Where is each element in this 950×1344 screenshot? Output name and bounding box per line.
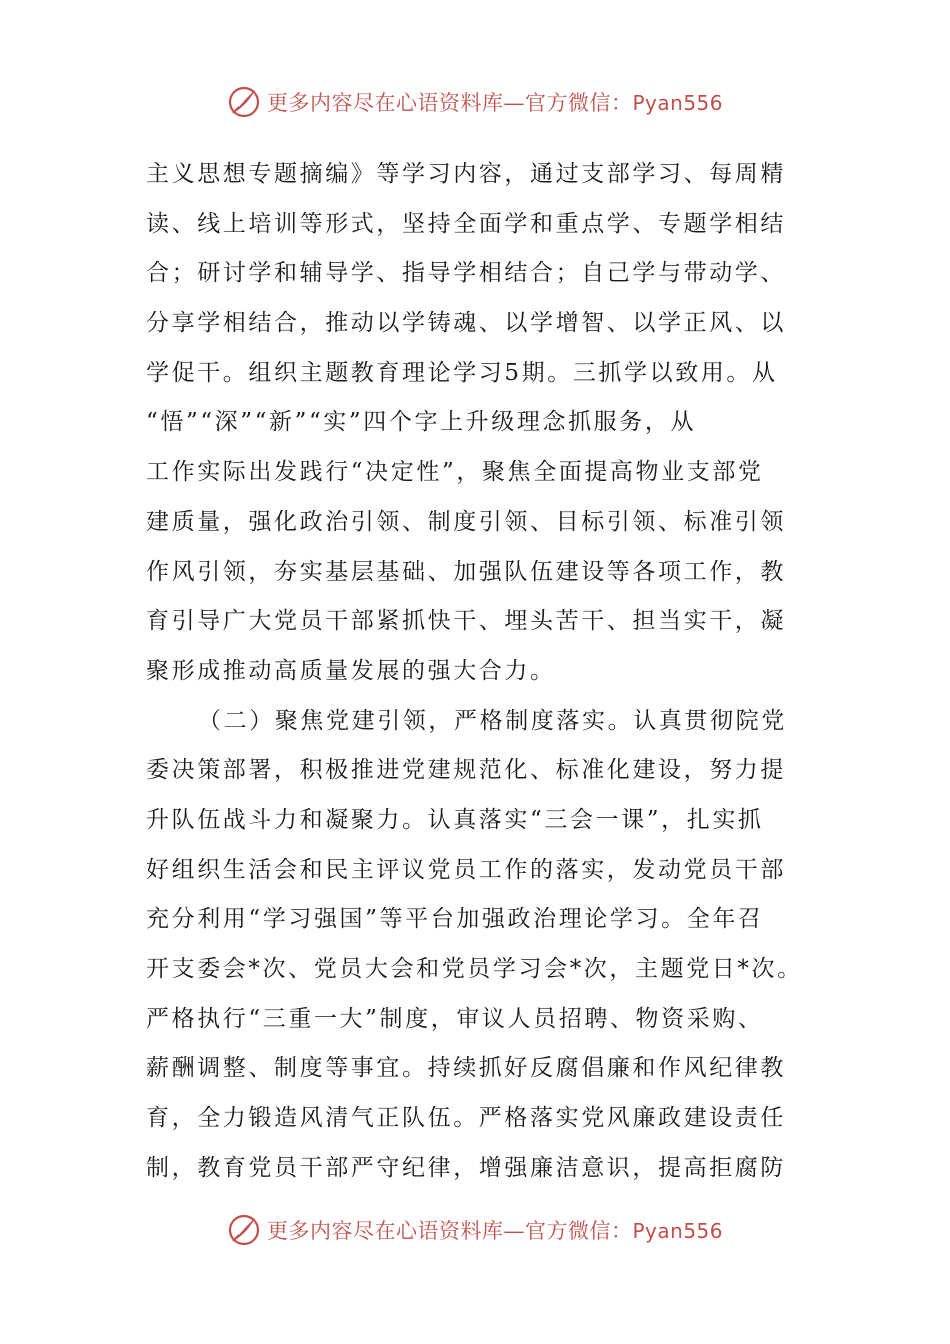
watermark-text: 更多内容尽在心语资料库—官方微信： [266,1219,633,1243]
watermark-wechat-id: Pyan556 [632,91,723,115]
quill-pen-logo-icon [227,85,261,119]
body-line: 育引导广大党员干部紧抓快干、埋头苦干、担当实干，凝 [146,608,786,635]
document-body [146,150,806,1193]
header-watermark-banner [0,82,950,122]
body-line: 聚形成推动高质量发展的强大合力。 [146,657,556,684]
body-line: 建质量，强化政治引领、制度引领、目标引领、标准引领 [146,508,786,535]
watermark-text: 更多内容尽在心语资料库—官方微信： [266,91,633,115]
body-line: “悟”“深”“新”“实”四个字上升级理念抓服务，从 [146,409,697,436]
body-line: 开支委会*次、党员大会和党员学习会*次，主题党日*次。 [146,956,803,982]
body-line: 育，全力锻造风清气正队伍。严格落实党风廉政建设责任 [146,1105,786,1132]
footer-watermark-banner [0,1210,950,1250]
body-line: 主义思想专题摘编》等学习内容，通过支部学习、每周精 [146,161,786,187]
body-line: 工作实际出发践行“决定性”，聚焦全面提高物业支部党 [146,459,764,486]
section-heading-line: （二）聚焦党建引领，严格制度落实。认真贯彻院党 [198,707,787,734]
body-line: 充分利用“学习强国”等平台加强政治理论学习。全年召 [146,906,764,933]
body-line: 合；研讨学和辅导学、指导学相结合；自己学与带动学、 [146,260,786,287]
body-line: 薪酬调整、制度等事宜。持续抓好反腐倡廉和作风纪律教 [146,1055,786,1082]
body-line: 委决策部署，积极推进党建规范化、标准化建设，努力提 [146,757,786,784]
watermark-wechat-id: Pyan556 [632,1219,723,1243]
body-line: 好组织生活会和民主评议党员工作的落实，发动党员干部 [146,856,786,883]
body-line: 制，教育党员干部严守纪律，增强廉洁意识，提高拒腐防 [146,1154,786,1181]
body-line: 分享学相结合，推动以学铸魂、以学增智、以学正风、以 [146,310,786,337]
quill-pen-logo-icon [227,1213,261,1247]
body-line: 作风引领，夯实基层基础、加强队伍建设等各项工作，教 [146,558,786,585]
body-line: 学促干。组织主题教育理论学习5期。三抓学以致用。从 [146,359,778,386]
body-line: 升队伍战斗力和凝聚力。认真落实“三会一课”，扎实抓 [146,806,764,833]
body-line: 读、线上培训等形式，坚持全面学和重点学、专题学相结 [146,210,786,237]
body-line: 严格执行“三重一大”制度，审议人员招聘、物资采购、 [146,1005,764,1032]
